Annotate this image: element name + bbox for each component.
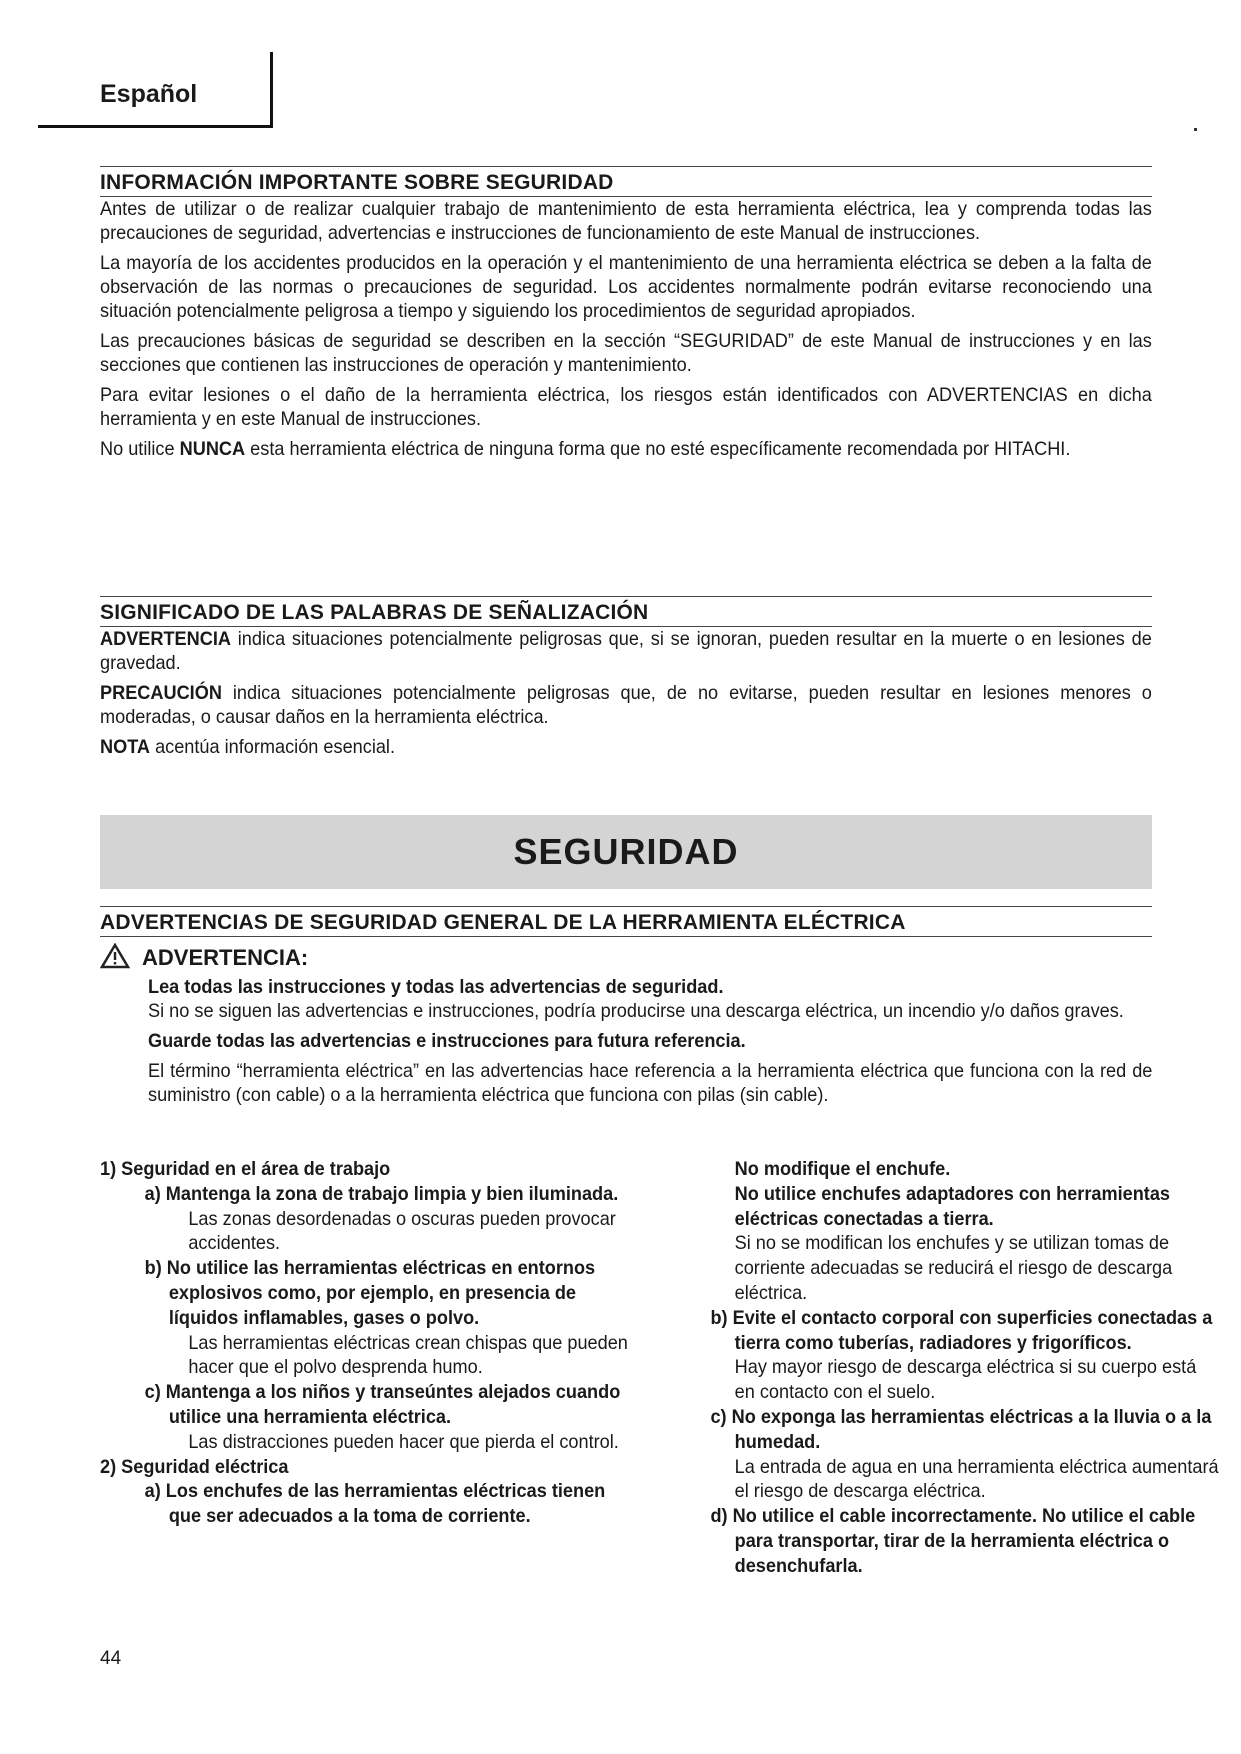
keep-instructions: Guarde todas las advertencias e instrucciones para futura referencia. [148, 1030, 746, 1052]
list-item-heading: b) Evite el contacto corporal con superficies conectadas a tierra como tuberías, radiadores y frigoríficos. [710, 1306, 1213, 1354]
paragraph: Antes de utilizar o de realizar cualquier trabajo de mantenimiento de esta herramienta eléctrica, lea y comprenda todas las precauciones de seguridad, advertencias e instrucciones de funcionamiento de este Manual de instrucciones. [100, 198, 1152, 244]
list-item-heading: c) No exponga las herramientas eléctricas a la lluvia o a la humedad. [710, 1405, 1212, 1453]
warning-header: ADVERTENCIA: [100, 943, 1152, 975]
section-signal-words [100, 596, 1152, 765]
list-item-heading: a) Mantenga la zona de trabajo limpia y bien iluminada. [144, 1182, 619, 1205]
paragraph: Si no se siguen las advertencias e instrucciones, podría producirse una descarga eléctrica, un incendio y/o daños graves. [148, 1000, 1124, 1022]
list-item-text: La entrada de agua en una herramienta eléctrica aumentará el riesgo de descarga eléctrica. [734, 1455, 1219, 1503]
language-tab [38, 52, 273, 128]
left-column [100, 1157, 630, 1529]
list-item-heading: c) Mantenga a los niños y transeúntes alejados cuando utilice una herramienta eléctrica. [144, 1381, 621, 1428]
read-all-instructions: Lea todas las instrucciones y todas las advertencias de seguridad. [148, 976, 724, 998]
list-item-text: Si no se modifican los enchufes y se utilizan tomas de corriente adecuadas se reducirá el riesgo de descarga eléctrica. [734, 1232, 1173, 1304]
right-column [690, 1157, 1220, 1579]
paragraph: La mayoría de los accidentes producidos en la operación y el mantenimiento de una herramienta eléctrica se deben a la falta de observación de las normas o precauciones de seguridad. Los accidentes normalmente podrán evitarse reconociendo una situación potencialmente peligrosa a tiempo y siguiendo los procedimientos de seguridad apropiados. [100, 252, 1152, 322]
definition-advertencia: ADVERTENCIA indica situaciones potencialmente peligrosas que, si se ignoran, pueden resultar en la muerte o en lesiones de gravedad. [100, 628, 1152, 674]
language-label: Español [100, 80, 198, 108]
list-item-heading: b) No utilice las herramientas eléctricas en entornos explosivos como, por ejemplo, en presencia de líquidos inflamables, gases o polvo. [144, 1257, 596, 1329]
section-title: INFORMACIÓN IMPORTANTE SOBRE SEGURIDAD [100, 167, 1152, 197]
warning-triangle-icon [100, 943, 130, 975]
page-number: 44 [100, 1648, 122, 1669]
paragraph: Las precauciones básicas de seguridad se describen en la sección “SEGURIDAD” de este Manual de instrucciones y en las secciones que contienen las instrucciones de operación y mantenimiento. [100, 330, 1152, 376]
list-item-text: Las distracciones pueden hacer que pierda el control. [188, 1430, 619, 1453]
list-item-heading: d) No utilice el cable incorrectamente. No utilice el cable para transportar, tirar de la herramienta eléctrica o desenchufarla. [710, 1505, 1196, 1577]
list-item-heading: No modifique el enchufe. [734, 1158, 951, 1180]
list-item-heading: No utilice enchufes adaptadores con herramientas eléctricas conectadas a tierra. [734, 1182, 1171, 1230]
seguridad-banner: SEGURIDAD [100, 815, 1152, 889]
paragraph: El término “herramienta eléctrica” en las advertencias hace referencia a la herramienta eléctrica que funciona con la red de suministro (con cable) o a la herramienta eléctrica que funciona con pilas (sin cable). [148, 1060, 1153, 1106]
paragraph: Para evitar lesiones o el daño de la herramienta eléctrica, los riesgos están identificados con ADVERTENCIAS en dicha herramienta y en este Manual de instrucciones. [100, 384, 1152, 430]
paragraph: No utilice NUNCA esta herramienta eléctrica de ninguna forma que no esté específicamente recomendada por HITACHI. [100, 438, 1071, 460]
definition-precaucion: PRECAUCIÓN indica situaciones potencialmente peligrosas que, de no evitarse, pueden resultar en lesiones menores o moderadas, o causar daños en la herramienta eléctrica. [100, 682, 1152, 728]
list-item-text: Hay mayor riesgo de descarga eléctrica si su cuerpo está en contacto con el suelo. [734, 1356, 1197, 1404]
list-item-text: Las zonas desordenadas o oscuras pueden provocar accidentes. [188, 1207, 616, 1255]
list-item-text: Las herramientas eléctricas crean chispas que pueden hacer que el polvo desprenda humo. [188, 1331, 628, 1379]
section-important-info [100, 166, 1152, 467]
definition-nota: NOTA acentúa información esencial. [100, 736, 395, 758]
stray-dot [1194, 128, 1197, 131]
subsection-heading: 2) Seguridad eléctrica [100, 1455, 289, 1478]
list-item-heading: a) Los enchufes de las herramientas eléctricas tienen que ser adecuados a la toma de corriente. [144, 1480, 606, 1528]
section-title: ADVERTENCIAS DE SEGURIDAD GENERAL DE LA HERRAMIENTA ELÉCTRICA [100, 907, 1152, 937]
section-title: SIGNIFICADO DE LAS PALABRAS DE SEÑALIZACIÓN [100, 597, 1152, 627]
subsection-heading: 1) Seguridad en el área de trabajo [100, 1158, 391, 1180]
section-general-warnings [100, 906, 1152, 1113]
